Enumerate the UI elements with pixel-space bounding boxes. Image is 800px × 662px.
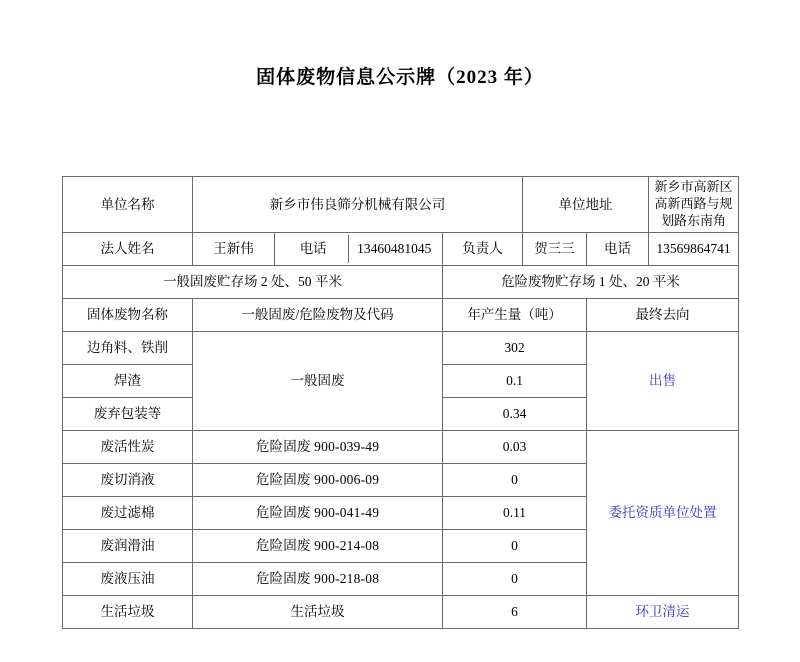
waste-category: 危险固废 900-006-09: [193, 463, 443, 496]
waste-amount: 0.34: [443, 397, 587, 430]
header-annual-amount: 年产生量（吨）: [443, 298, 587, 331]
waste-name: 生活垃圾: [63, 595, 193, 628]
waste-category: 一般固废: [193, 331, 443, 430]
waste-category: 危险固废 900-218-08: [193, 562, 443, 595]
waste-amount: 302: [443, 331, 587, 364]
waste-destination: 环卫清运: [587, 595, 739, 628]
header-category-code: 一般固废/危险废物及代码: [193, 298, 443, 331]
waste-destination: 出售: [587, 331, 739, 430]
waste-name: 废弃包装等: [63, 397, 193, 430]
waste-name: 废润滑油: [63, 529, 193, 562]
waste-destination: 委托资质单位处置: [587, 430, 739, 595]
legal-phone-label: 电话: [278, 235, 349, 263]
manager-value: 贺三三: [523, 232, 587, 265]
manager-phone-value: 13569864741: [649, 232, 739, 265]
legal-phone-cell: [275, 232, 443, 265]
waste-amount: 0: [443, 562, 587, 595]
manager-label: 负责人: [443, 232, 523, 265]
waste-name: 废液压油: [63, 562, 193, 595]
waste-category: 生活垃圾: [193, 595, 443, 628]
waste-disclosure-table: [62, 176, 739, 629]
waste-name: 废过滤棉: [63, 496, 193, 529]
page-title: 固体废物信息公示牌（2023 年）: [256, 67, 544, 88]
waste-category: 危险固废 900-214-08: [193, 529, 443, 562]
manager-phone-label: 电话: [587, 232, 649, 265]
waste-name: 边角料、铁削: [63, 331, 193, 364]
unit-name-label: 单位名称: [63, 177, 193, 233]
waste-name: 废活性炭: [63, 430, 193, 463]
waste-amount: 6: [443, 595, 587, 628]
legal-person-value: 王新伟: [193, 232, 275, 265]
waste-amount: 0.03: [443, 430, 587, 463]
unit-address-label: 单位地址: [523, 177, 649, 233]
table-row-storage: [63, 265, 739, 298]
waste-name: 焊渣: [63, 364, 193, 397]
legal-person-label: 法人姓名: [63, 232, 193, 265]
table-row: [63, 331, 739, 364]
waste-name: 废切消液: [63, 463, 193, 496]
unit-name-value: 新乡市伟良筛分机械有限公司: [193, 177, 523, 233]
waste-amount: 0: [443, 463, 587, 496]
table-row-contacts: [63, 232, 739, 265]
hazard-storage-value: 危险废物贮存场 1 处、20 平米: [443, 265, 739, 298]
table-header-row: [63, 298, 739, 331]
header-waste-name: 固体废物名称: [63, 298, 193, 331]
header-destination: 最终去向: [587, 298, 739, 331]
general-storage-value: 一般固废贮存场 2 处、50 平米: [63, 265, 443, 298]
unit-address-value: 新乡市高新区高新西路与规划路东南角: [649, 177, 739, 233]
waste-disclosure-table-wrapper: [62, 176, 738, 629]
document-page: [0, 62, 800, 662]
table-row-unit: [63, 177, 739, 233]
table-row: [63, 430, 739, 463]
table-row: [63, 595, 739, 628]
waste-amount: 0: [443, 529, 587, 562]
waste-category: 危险固废 900-041-49: [193, 496, 443, 529]
waste-amount: 0.11: [443, 496, 587, 529]
waste-amount: 0.1: [443, 364, 587, 397]
legal-phone-value: 13460481045: [349, 235, 439, 263]
waste-category: 危险固废 900-039-49: [193, 430, 443, 463]
